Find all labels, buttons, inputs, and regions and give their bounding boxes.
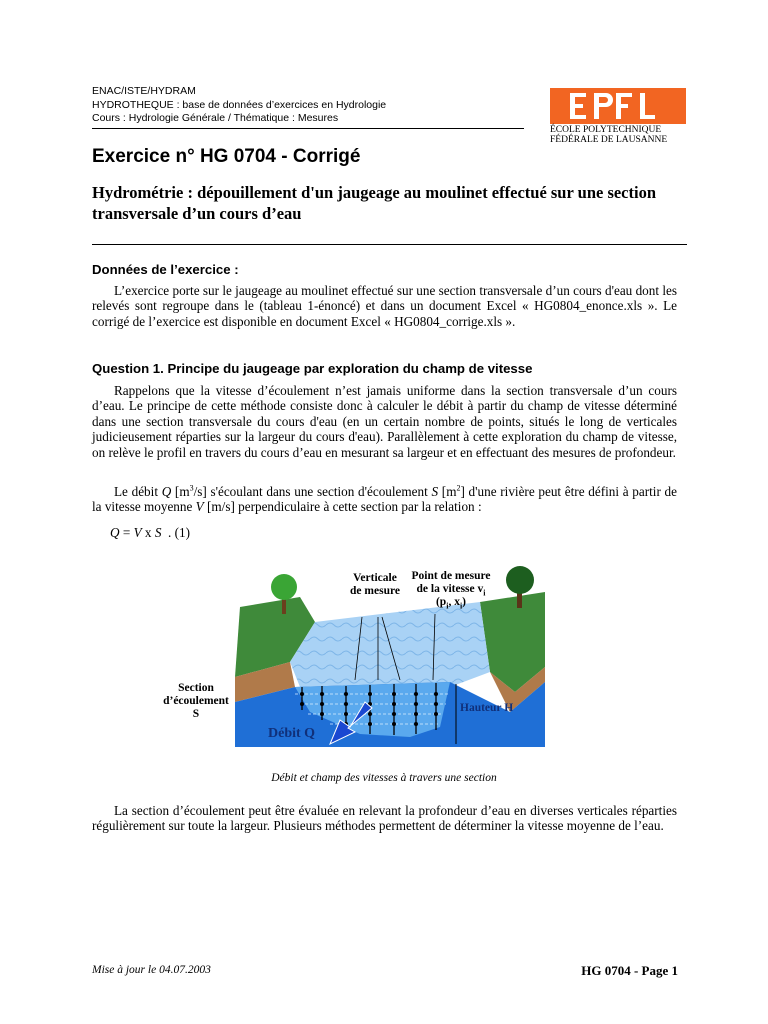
- figure-caption: Débit et champ des vitesses à travers une section: [271, 772, 497, 784]
- header-line-2: HYDROTHEQUE : base de données d’exercices en Hydrologie: [92, 98, 387, 111]
- footer-page: HG 0704 - Page 1: [581, 963, 678, 978]
- debit-definition: Le débit Q $[m^3/s]$ s'écoulant dans une section d'écoulement S $[m^2]$ d'une rivière peut être défini à partir de la vitesse moyenne V [m/s] perpendiculaire à cette section par la relation :: [92, 483, 677, 515]
- header-line-3: Cours : Hydrologie Générale / Thématique : Mesures: [92, 112, 339, 124]
- question1-paragraph: Rappelons que la vitesse d’écoulement n’est jamais uniforme dans la section transversale d’un cours d’eau. Le principe de cette méthode consiste donc à calculer le débit à partir du champ de vitesse déterminé dans une section transversale du cours d'eau (en un certain nombre de points, situés le long de verticales judicieusement réparties sur la largeur du cours d'eau). Parallèlement à cette exploration du champ de vitesse, on relève le profil en travers du cours d’eau en mesurant sa largeur et en effectuant des mesures de profondeur.: [92, 383, 677, 460]
- section-heading-donnees: Données de l’exercice :: [92, 262, 239, 277]
- page-subtitle: Hydrométrie : dépouillement d'un jaugeage au moulinet effectué sur une section transversale d’un cours d’eau: [92, 183, 657, 223]
- epfl-school-name: [550, 125, 667, 145]
- epfl-logo-mark: [550, 88, 686, 124]
- epfl-logo: [550, 88, 686, 124]
- label-point-mesure: Point de mesure de la vitesse $v_i$ ($p_i$, $x_i$): [411, 570, 491, 611]
- footer-date: Mise à jour le 04.07.2003: [92, 964, 211, 976]
- school-line-2: FÉDÉRALE DE LAUSANNE: [550, 135, 668, 145]
- closing-paragraph: La section d’écoulement peut être évaluée en relevant la profondeur d’eau en diverses verticales réparties régulièrement sur toute la largeur. Plusieurs méthodes permettent de déterminer la vitesse moyenne de l’eau.: [92, 803, 677, 834]
- header-block: [92, 85, 386, 126]
- label-verticale: Verticale de mesure: [350, 572, 400, 597]
- formula: Q = V x S . (1): [110, 525, 190, 540]
- header-rule: [92, 128, 524, 129]
- label-hauteur: Hauteur H: [460, 702, 514, 714]
- river-section-figure: [150, 562, 560, 762]
- label-section: Section d’écoulement S: [163, 682, 229, 720]
- question1-heading: Question 1. Principe du jaugeage par exploration du champ de vitesse: [92, 361, 533, 376]
- page-title: Exercice n° HG 0704 - Corrigé: [92, 146, 361, 167]
- title-rule: [92, 244, 687, 245]
- school-line-1: ÉCOLE POLYTECHNIQUE: [550, 125, 662, 135]
- label-debit: Débit Q: [268, 726, 316, 741]
- header-line-1: ENAC/ISTE/HYDRAM: [92, 85, 196, 97]
- section-text-donnees: L’exercice porte sur le jaugeage au moulinet effectué sur une section transversale d’un cours d'eau dont les relevés sont regroupe dans le (tableau 1-énoncé) et dans un document Excel « HG0804_enonce.xls ». Le corrigé de l’exercice est disponible en document Excel « HG0804_corrige.xls ».: [92, 283, 677, 329]
